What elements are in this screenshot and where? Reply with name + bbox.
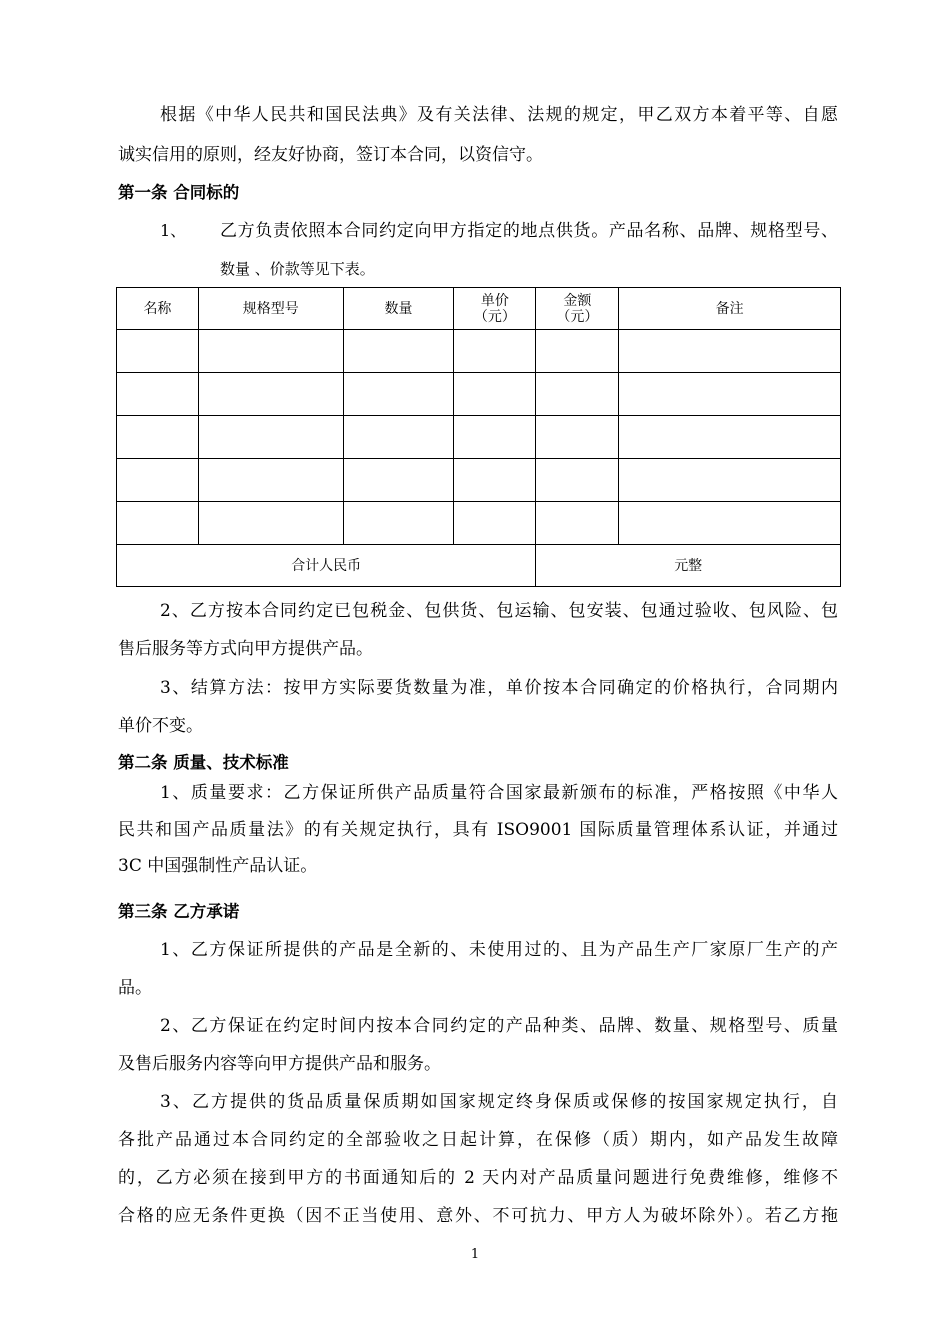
article-1-item-1-line-1: 乙方负责依照本合同约定向甲方指定的地点供货。产品名称、品牌、规格型号、	[220, 221, 838, 241]
table-cell	[117, 416, 199, 459]
table-cell	[343, 416, 454, 459]
article-3-item-1-line-2: 品。	[118, 978, 152, 998]
header-amount-line-2: （元）	[556, 308, 599, 325]
table-row	[117, 459, 841, 502]
intro-line-1: 根据《中华人民共和国民法典》及有关法律、法规的规定，甲乙双方本着平等、自愿	[160, 105, 838, 125]
table-row	[117, 330, 841, 373]
table-cell	[343, 373, 454, 416]
total-unit: 元整	[536, 545, 841, 587]
article-3-heading: 第三条 乙方承诺	[118, 902, 240, 921]
table-cell	[454, 373, 536, 416]
table-cell	[117, 330, 199, 373]
header-remarks: 备注	[619, 288, 841, 330]
table-total-row	[117, 545, 841, 587]
article-1-item-3-line-1: 3、结算方法：按甲方实际要货数量为准，单价按本合同确定的价格执行，合同期内	[160, 678, 838, 698]
article-2-heading: 第二条 质量、技术标准	[118, 753, 289, 772]
table-cell	[619, 502, 841, 545]
article-1-item-1-number: 1、	[160, 221, 187, 240]
table-cell	[343, 459, 454, 502]
article-3-item-2-line-1: 2、乙方保证在约定时间内按本合同约定的产品种类、品牌、数量、规格型号、质量	[160, 1016, 838, 1036]
table-cell	[454, 416, 536, 459]
table-cell	[198, 459, 343, 502]
table-cell	[454, 459, 536, 502]
article-1-item-2-line-2: 售后服务等方式向甲方提供产品。	[118, 639, 373, 659]
article-3-item-1-line-1: 1、乙方保证所提供的产品是全新的、未使用过的、且为产品生产厂家原厂生产的产	[160, 940, 838, 960]
table-cell	[198, 416, 343, 459]
header-unit-price-line-2: （元）	[473, 308, 516, 325]
table-cell	[117, 373, 199, 416]
article-2-item-1-line-1: 1、质量要求：乙方保证所供产品质量符合国家最新颁布的标准，严格按照《中华人	[160, 783, 838, 803]
header-name: 名称	[117, 288, 199, 330]
header-unit-price	[454, 288, 536, 330]
table-row	[117, 373, 841, 416]
article-2-item-1-line-3: 3C 中国强制性产品认证。	[118, 856, 318, 876]
table-cell	[343, 502, 454, 545]
article-3-item-3-line-4: 合格的应无条件更换（因不正当使用、意外、不可抗力、甲方人为破坏除外）。若乙方拖	[118, 1206, 838, 1226]
header-quantity: 数量	[343, 288, 454, 330]
article-1-item-3-line-2: 单价不变。	[118, 716, 203, 736]
table-cell	[619, 330, 841, 373]
article-3-item-3-line-1: 3、乙方提供的货品质量保质期如国家规定终身保质或保修的按国家规定执行，自	[160, 1092, 838, 1112]
header-spec-model: 规格型号	[198, 288, 343, 330]
table-cell	[117, 459, 199, 502]
table-cell	[454, 502, 536, 545]
table-row	[117, 502, 841, 545]
table-cell	[536, 416, 619, 459]
table-cell	[198, 502, 343, 545]
total-label: 合计人民币	[117, 545, 536, 587]
article-1-item-2-line-1: 2、乙方按本合同约定已包税金、包供货、包运输、包安装、包通过验收、包风险、包	[160, 601, 838, 621]
header-amount-line-1: 金额	[563, 292, 592, 309]
table-cell	[454, 330, 536, 373]
table-cell	[536, 330, 619, 373]
table-cell	[536, 502, 619, 545]
header-amount	[536, 288, 619, 330]
intro-line-2: 诚实信用的原则，经友好协商，签订本合同，以资信守。	[118, 145, 543, 165]
article-3-item-3-line-3: 的，乙方必须在接到甲方的书面通知后的 2 天内对产品质量问题进行免费维修，维修不	[118, 1168, 838, 1188]
page-number: 1	[470, 1247, 480, 1262]
table-cell	[536, 373, 619, 416]
article-3-item-3-line-2: 各批产品通过本合同约定的全部验收之日起计算，在保修（质）期内，如产品发生故障	[118, 1130, 838, 1150]
article-3-item-2-line-2: 及售后服务内容等向甲方提供产品和服务。	[118, 1054, 441, 1074]
table-cell	[198, 330, 343, 373]
table-header-row	[117, 288, 841, 330]
table-cell	[536, 459, 619, 502]
article-2-item-1-line-2: 民共和国产品质量法》的有关规定执行，具有 ISO9001 国际质量管理体系认证，并通过	[118, 820, 838, 840]
goods-table	[116, 287, 841, 587]
table-cell	[343, 330, 454, 373]
header-unit-price-line-1: 单价	[480, 292, 509, 309]
table-cell	[198, 373, 343, 416]
table-row	[117, 416, 841, 459]
article-1-item-1-line-2: 数量 、价款等见下表。	[220, 260, 375, 278]
article-1-heading: 第一条 合同标的	[118, 183, 240, 202]
table-cell	[619, 416, 841, 459]
table-cell	[117, 502, 199, 545]
table-cell	[619, 373, 841, 416]
table-cell	[619, 459, 841, 502]
